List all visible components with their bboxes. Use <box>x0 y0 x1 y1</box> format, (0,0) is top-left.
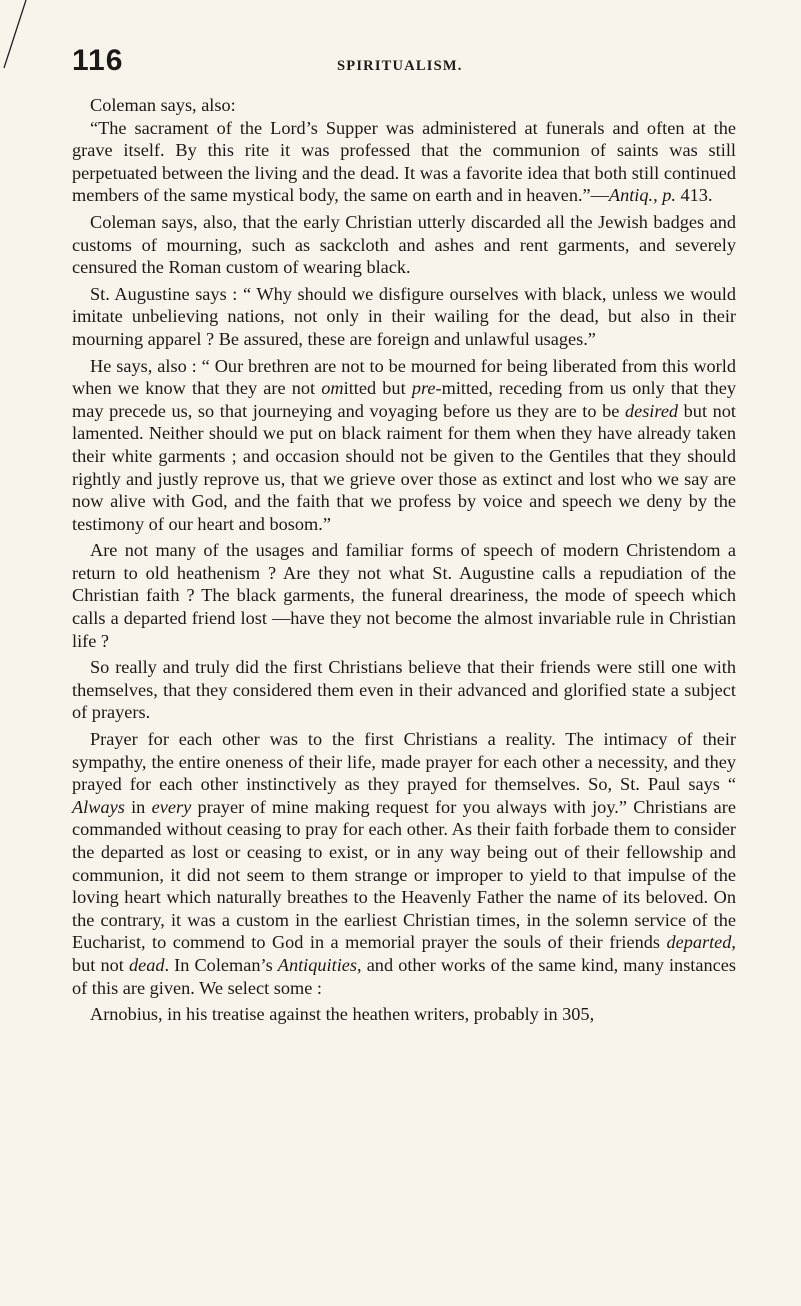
text-run: Arnobius, in his treatise against the heathen writers, probably in 305, <box>90 1004 595 1025</box>
page-number: 116 <box>72 44 124 77</box>
text-run: He says, also : “ Our brethren are not to be mourned for being liberated from this world when we know that they are not <box>72 355 736 399</box>
page-header <box>72 44 741 84</box>
running-head: SPIRITUALISM. <box>337 58 463 74</box>
text-run: Prayer for each other was to the first Christians a reality. The intimacy of their sympathy, the entire oneness of their life, made prayer for each other a necessity, and they prayed for each other instinctively as they prayed for themselves. So, St. Paul says “ <box>72 729 736 795</box>
text-run: 413. <box>675 185 713 206</box>
italic-text: Always <box>72 796 125 817</box>
text-run: . In Coleman’s <box>164 954 278 975</box>
text-run: Coleman says, also: <box>90 95 236 115</box>
body-text <box>72 94 736 1030</box>
italic-text: pre- <box>411 378 442 399</box>
italic-text: dead <box>128 954 165 975</box>
paragraph <box>72 656 736 724</box>
italic-text: Antiq., p. <box>608 185 676 206</box>
text-run: , but not <box>72 932 736 975</box>
paragraph <box>72 1003 736 1026</box>
paragraph <box>72 283 736 351</box>
paragraph <box>72 539 736 652</box>
text-run: prayer of mine making request for you always with joy.” Christians are commanded without ceasing to pray for each other. As their faith forbade them to consider the departed as lost or ceasing to exist, or in any way being out of their fellowship and communion, it did not seem to them strange or improper to yield to that impulse of the loving heart which naturally breathes to the Heavenly Father the name of its beloved. On the contrary, it was a custom in the earliest Christian times, in the solemn service of the Eucharist, to commend to God in a memorial prayer the souls of their friends <box>72 796 736 953</box>
paragraph <box>72 94 736 117</box>
italic-text: departed <box>666 932 732 953</box>
paragraph <box>72 117 736 207</box>
paragraph <box>72 728 736 999</box>
text-run: but not lamented. Neither should we put on black raiment for them when they have already taken their white garments ; and occasion should not be given to the Gentiles that they should rightly and justly reprove us, that we grieve over those as extinct and lost who we say are now alive with God, and the faith that we profess by voice and speech we deny by the testimony of our heart and bosom.” <box>72 400 736 534</box>
text-run: Are not many of the usages and familiar forms of speech of modern Christendom a return to old heathenism ? Are they not what St. Augustine calls a repudiation of the Christian faith ? The black garments, the funeral dreariness, the mode of speech which calls a departed friend lost —have they not become the almost invariable rule in Christian life ? <box>72 540 736 651</box>
italic-text: desired <box>624 400 679 421</box>
text-run: , and other works of the same kind, many instances of this are given. We select some : <box>72 954 736 998</box>
text-run: So really and truly did the first Christians believe that their friends were still one with themselves, that they considered them even in their advanced and glorified state a subject of prayers. <box>72 657 736 723</box>
text-run: itted but <box>343 378 412 399</box>
text-run: Coleman says, also, that the early Christian utterly discarded all the Jewish badges and customs of mourning, such as sackcloth and ashes and rent garments, and severely censured the Roman custom of wearing black. <box>72 211 736 278</box>
italic-text: every <box>151 796 192 817</box>
italic-text: om <box>321 378 344 399</box>
text-run: St. Augustine says : “ Why should we disfigure ourselves with black, unless we would imitate unbelieving nations, not only in their wailing for the dead, but also in their mourning apparel ? Be assured, these are foreign and unlawful usages.” <box>72 283 736 349</box>
paragraph <box>72 211 736 279</box>
text-run: in <box>124 796 152 817</box>
page-corner-line <box>0 0 42 72</box>
text-run: “The sacrament of the Lord’s Supper was administered at funerals and often at the grave itself. By this rite it was professed that the communion of saints was still perpetuated between the living and the dead. It was a favorite idea that both still continued members of the same mystical body, the same on earth and in heaven.”— <box>72 117 736 206</box>
paragraph <box>72 355 736 536</box>
text-run: mitted, receding from us only that they may precede us, so that journeying and voyaging before us they are to be <box>72 378 736 421</box>
italic-text: Antiquities <box>277 954 358 975</box>
